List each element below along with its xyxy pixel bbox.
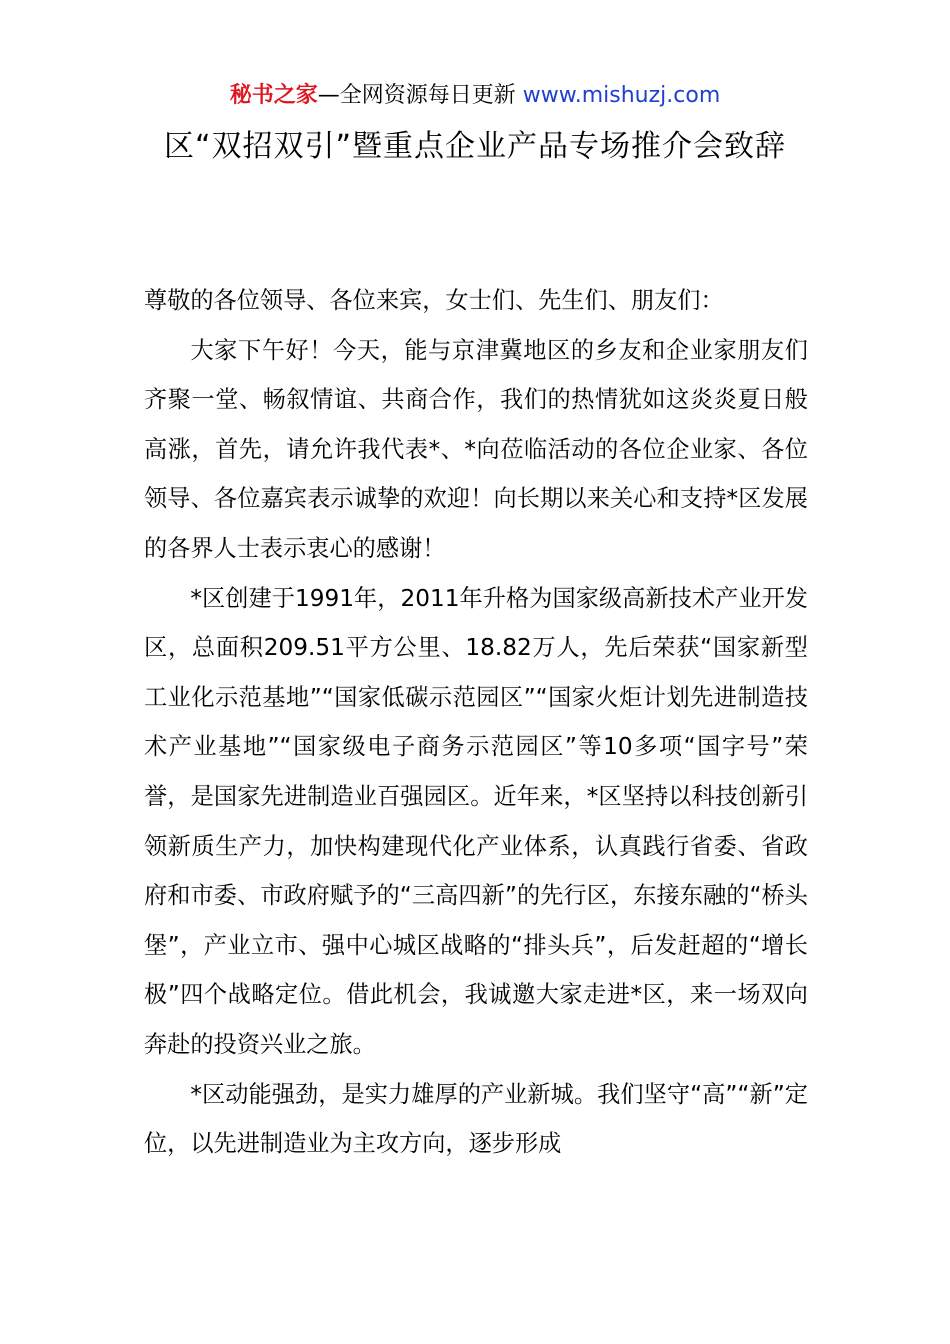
paragraph: 大家下午好！今天，能与京津冀地区的乡友和企业家朋友们齐聚一堂、畅叙情谊、共商合作，我们的热情犹如这炎炎夏日般高涨，首先，请允许我代表*、*向莅临活动的各位企业家、各位领导、各位嘉宾表示诚挚的欢迎！向长期以来关心和支持*区发展的各界人士表示衷心的感谢！ <box>144 336 808 562</box>
document-title: 区“双招双引”暨重点企业产品专场推介会致辞 <box>163 129 787 164</box>
brand-name: 秘书之家 <box>229 83 318 108</box>
site-header <box>0 80 950 112</box>
document-body <box>144 276 808 1169</box>
salutation: 尊敬的各位领导、各位来宾，女士们、先生们、朋友们： <box>144 287 724 314</box>
site-url-link[interactable]: www.mishuzj.com <box>522 83 721 108</box>
paragraph: *区动能强劲，是实力雄厚的产业新城。我们坚守“高”“新”定位，以先进制造业为主攻方向，逐步形成 <box>144 1080 808 1158</box>
paragraph: *区创建于1991年，2011年升格为国家级高新技术产业开发区，总面积209.51平方公里、18.82万人，先后荣获“国家新型工业化示范基地”“国家低碳示范园区”“国家火炬计划先进制造技术产业基地”“国家级电子商务示范园区”等10多项“国字号”荣誉，是国家先进制造业百强园区。近年来，*区坚持以科技创新引领新质生产力，加快构建现代化产业体系，认真践行省委、省政府和市委、市政府赋予的“三高四新”的先行区，东接东融的“桥头堡”，产业立市、强中心城区战略的“排头兵”，后发赶超的“增长极”四个战略定位。借此机会，我诚邀大家走进*区，来一场双向奔赴的投资兴业之旅。 <box>144 584 808 1058</box>
site-tagline: —全网资源每日更新 <box>317 83 523 108</box>
